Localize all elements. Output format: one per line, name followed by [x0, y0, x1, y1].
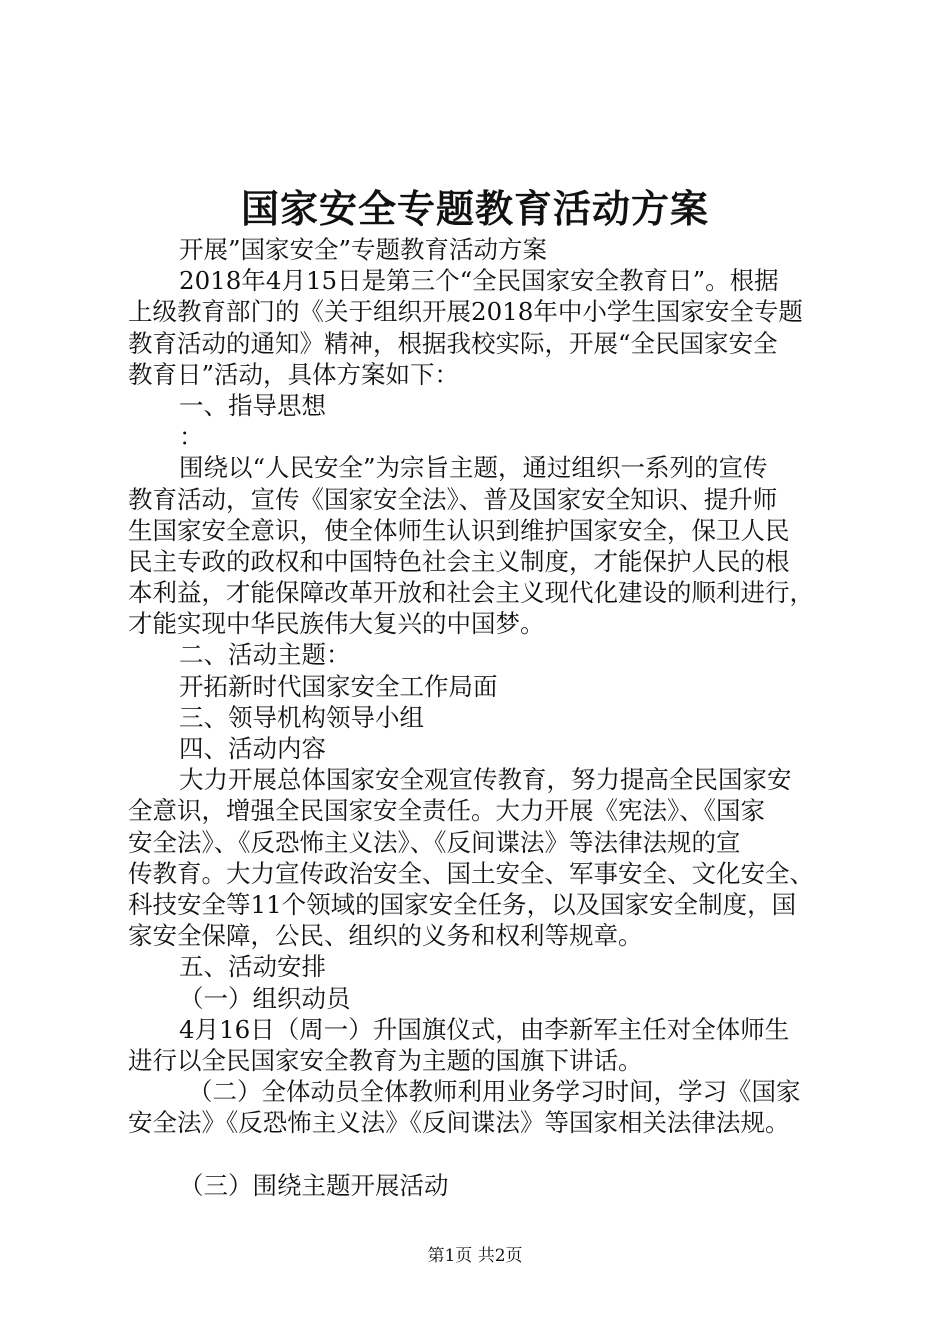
doc-line: 生国家安全意识，使全体师生认识到维护国家安全，保卫人民 — [128, 515, 790, 545]
doc-line: ： — [179, 422, 204, 452]
doc-line: 教育活动的通知》精神，根据我校实际，开展“全民国家安全 — [128, 328, 778, 358]
doc-line: 家安全保障，公民、组织的义务和权利等规章。 — [128, 921, 643, 951]
document-title: 国家安全专题教育活动方案 — [240, 186, 709, 231]
section-heading: 五、活动安排 — [179, 952, 326, 982]
doc-line: 全意识，增强全民国家安全责任。大力开展《宪法》、《国家 — [128, 796, 765, 826]
doc-line: 安全法》《反恐怖主义法》《反间谍法》等国家相关法律法规。 — [128, 1108, 790, 1138]
doc-line: 教育活动，宣传《国家安全法》、普及国家安全知识、提升师 — [128, 484, 778, 514]
doc-line: 开展”国家安全”专题教育活动方案 — [179, 235, 548, 264]
section-heading: 三、领导机构领导小组 — [179, 702, 424, 732]
doc-line: 民主专政的政权和中国特色社会主义制度，才能保护人民的根 — [128, 546, 790, 576]
section-heading: 四、活动内容 — [179, 734, 326, 763]
document-body — [128, 234, 828, 1201]
doc-line: 围绕以“人民安全”为宗旨主题，通过组织一系列的宣传 — [179, 453, 768, 483]
doc-line: 传教育。大力宣传政治安全、国土安全、军事安全、文化安全、 — [128, 858, 814, 888]
section-heading: 一、指导思想 — [179, 390, 326, 420]
doc-line: 进行以全民国家安全教育为主题的国旗下讲话。 — [128, 1045, 643, 1075]
doc-line: 2018年4月15日是第三个“全民国家安全教育日”。根据 — [179, 266, 779, 296]
doc-line: 教育日”活动，具体方案如下： — [128, 359, 460, 389]
doc-line: 上级教育部门的《关于组织开展2018年中小学生国家安全专题 — [128, 297, 803, 327]
page-footer: 第1页 共2页 — [427, 1246, 523, 1266]
doc-line: 本利益，才能保障改革开放和社会主义现代化建设的顺利进行， — [128, 578, 814, 608]
doc-line: 大力开展总体国家安全观宣传教育，努力提高全民国家安 — [179, 765, 792, 795]
subsection-heading: （三）围绕主题开展活动 — [179, 1170, 449, 1200]
paragraph-gap — [128, 1138, 828, 1169]
doc-line: 安全法》、《反恐怖主义法》、《反间谍法》等法律法规的宣 — [128, 827, 741, 857]
doc-line: 4月16日（周一）升国旗仪式，由李新军主任对全体师生 — [179, 1014, 790, 1044]
subsection-heading: （一）组织动员 — [179, 983, 351, 1013]
doc-line: 才能实现中华民族伟大复兴的中国梦。 — [128, 609, 545, 639]
doc-line: 科技安全等11个领域的国家安全任务，以及国家安全制度，国 — [128, 889, 797, 919]
doc-line: 开拓新时代国家安全工作局面 — [179, 671, 498, 701]
doc-line: （二）全体动员全体教师利用业务学习时间，学习《国家 — [188, 1077, 801, 1107]
section-heading: 二、活动主题： — [179, 640, 351, 670]
